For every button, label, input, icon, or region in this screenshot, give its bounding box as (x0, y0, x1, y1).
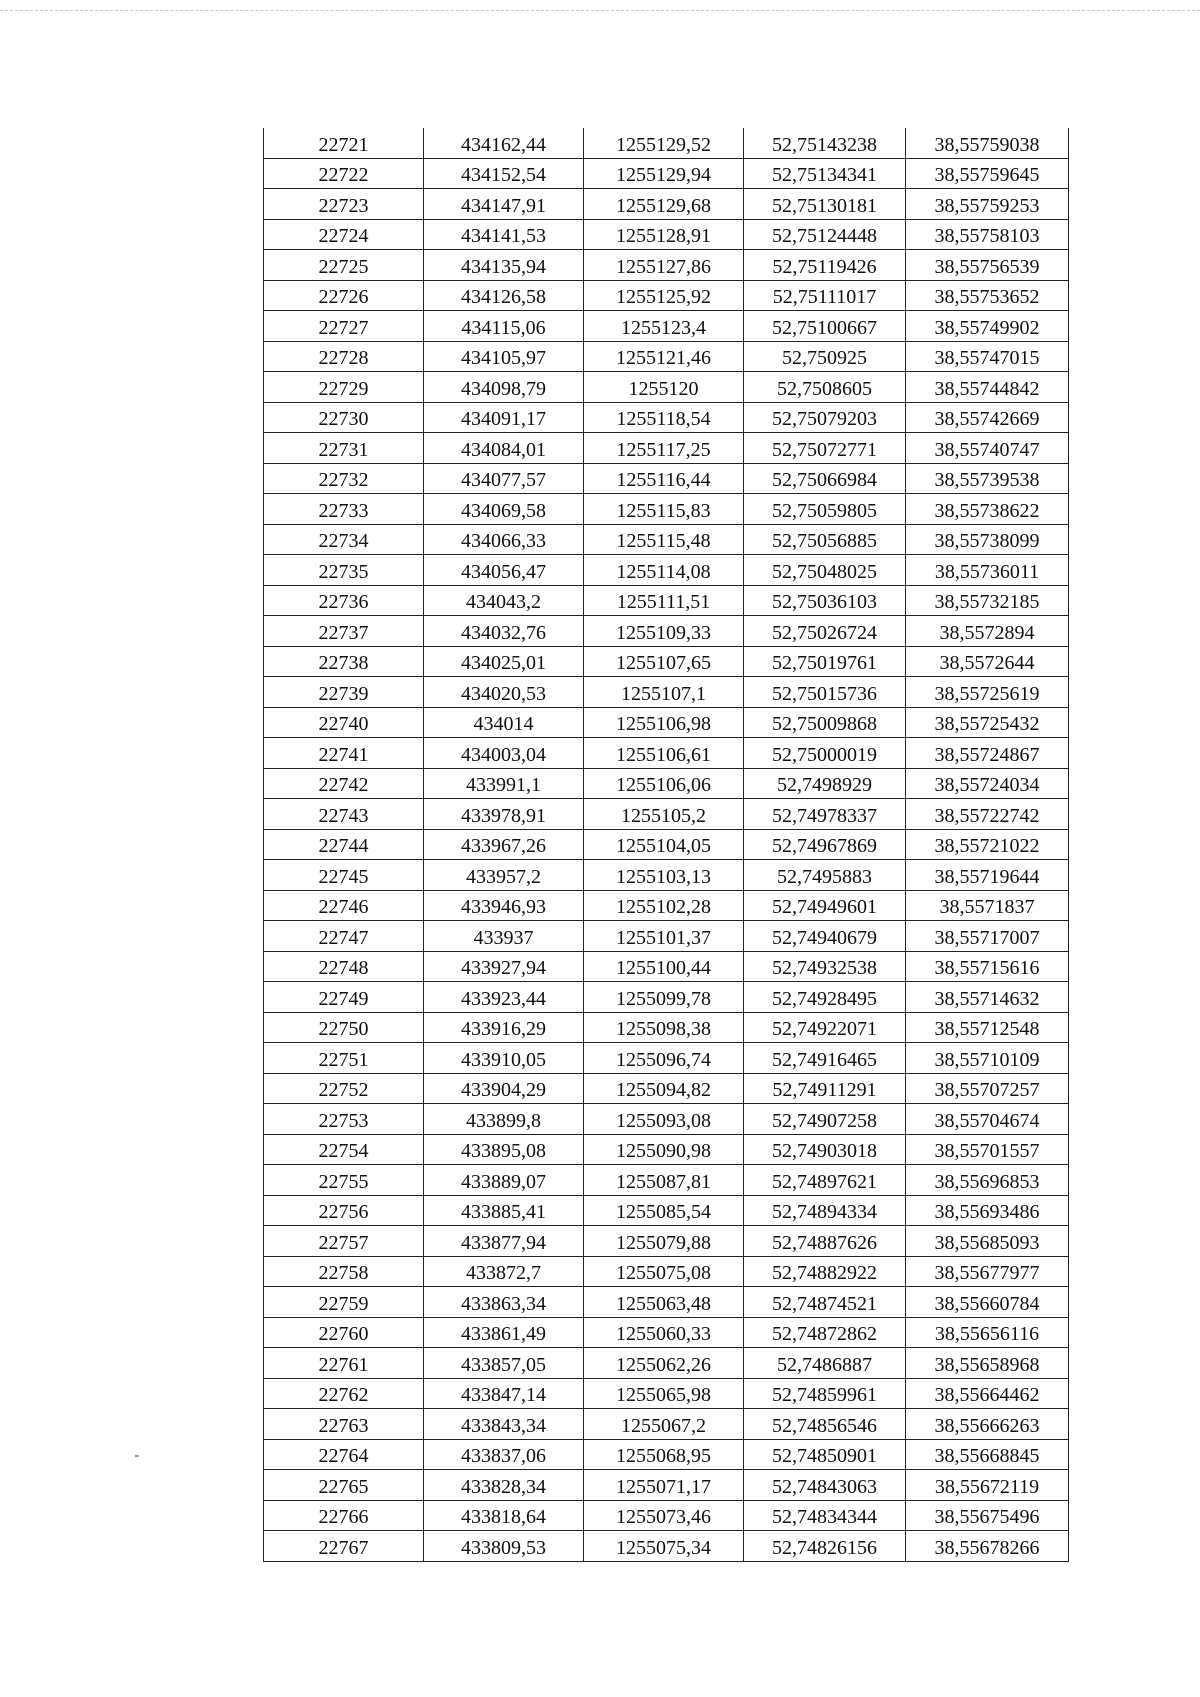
y-coordinate-cell: 1255129,94 (584, 158, 744, 189)
latitude-cell: 52,74932538 (744, 951, 906, 982)
latitude-cell: 52,75066984 (744, 463, 906, 494)
point-number-cell: 22725 (264, 250, 424, 281)
point-number-cell: 22749 (264, 982, 424, 1013)
latitude-cell: 52,74949601 (744, 890, 906, 921)
point-number-cell: 22741 (264, 738, 424, 769)
table-row (264, 1409, 1069, 1440)
latitude-cell: 52,750925 (744, 341, 906, 372)
y-coordinate-cell: 1255096,74 (584, 1043, 744, 1074)
coordinates-table-container (263, 128, 1068, 1562)
y-coordinate-cell: 1255101,37 (584, 921, 744, 952)
table-row (264, 677, 1069, 708)
longitude-cell: 38,55739538 (906, 463, 1069, 494)
table-row (264, 890, 1069, 921)
point-number-cell: 22747 (264, 921, 424, 952)
x-coordinate-cell: 433872,7 (424, 1256, 584, 1287)
x-coordinate-cell: 433899,8 (424, 1104, 584, 1135)
longitude-cell: 38,55724867 (906, 738, 1069, 769)
x-coordinate-cell: 434135,94 (424, 250, 584, 281)
point-number-cell: 22766 (264, 1500, 424, 1531)
latitude-cell: 52,75026724 (744, 616, 906, 647)
table-row (264, 616, 1069, 647)
longitude-cell: 38,55656116 (906, 1317, 1069, 1348)
longitude-cell: 38,55759645 (906, 158, 1069, 189)
x-coordinate-cell: 434147,91 (424, 189, 584, 220)
point-number-cell: 22757 (264, 1226, 424, 1257)
longitude-cell: 38,55714632 (906, 982, 1069, 1013)
longitude-cell: 38,5572894 (906, 616, 1069, 647)
latitude-cell: 52,7498929 (744, 768, 906, 799)
latitude-cell: 52,75143238 (744, 128, 906, 158)
y-coordinate-cell: 1255123,4 (584, 311, 744, 342)
latitude-cell: 52,74916465 (744, 1043, 906, 1074)
longitude-cell: 38,55707257 (906, 1073, 1069, 1104)
table-row (264, 555, 1069, 586)
latitude-cell: 52,74872862 (744, 1317, 906, 1348)
y-coordinate-cell: 1255116,44 (584, 463, 744, 494)
point-number-cell: 22738 (264, 646, 424, 677)
longitude-cell: 38,55756539 (906, 250, 1069, 281)
latitude-cell: 52,74894334 (744, 1195, 906, 1226)
latitude-cell: 52,75124448 (744, 219, 906, 250)
latitude-cell: 52,74907258 (744, 1104, 906, 1135)
x-coordinate-cell: 434077,57 (424, 463, 584, 494)
y-coordinate-cell: 1255120 (584, 372, 744, 403)
y-coordinate-cell: 1255121,46 (584, 341, 744, 372)
latitude-cell: 52,7495883 (744, 860, 906, 891)
x-coordinate-cell: 434162,44 (424, 128, 584, 158)
x-coordinate-cell: 433967,26 (424, 829, 584, 860)
longitude-cell: 38,55710109 (906, 1043, 1069, 1074)
point-number-cell: 22730 (264, 402, 424, 433)
table-row (264, 1104, 1069, 1135)
longitude-cell: 38,55666263 (906, 1409, 1069, 1440)
longitude-cell: 38,55725432 (906, 707, 1069, 738)
x-coordinate-cell: 433863,34 (424, 1287, 584, 1318)
point-number-cell: 22753 (264, 1104, 424, 1135)
table-row (264, 372, 1069, 403)
y-coordinate-cell: 1255062,26 (584, 1348, 744, 1379)
latitude-cell: 52,74874521 (744, 1287, 906, 1318)
longitude-cell: 38,55677977 (906, 1256, 1069, 1287)
latitude-cell: 52,74850901 (744, 1439, 906, 1470)
x-coordinate-cell: 433937 (424, 921, 584, 952)
y-coordinate-cell: 1255107,1 (584, 677, 744, 708)
x-coordinate-cell: 434032,76 (424, 616, 584, 647)
latitude-cell: 52,75134341 (744, 158, 906, 189)
latitude-cell: 52,7508605 (744, 372, 906, 403)
latitude-cell: 52,74826156 (744, 1531, 906, 1562)
longitude-cell: 38,55704674 (906, 1104, 1069, 1135)
table-row (264, 1012, 1069, 1043)
x-coordinate-cell: 433991,1 (424, 768, 584, 799)
table-row (264, 799, 1069, 830)
y-coordinate-cell: 1255125,92 (584, 280, 744, 311)
table-row (264, 280, 1069, 311)
table-row (264, 1348, 1069, 1379)
longitude-cell: 38,55678266 (906, 1531, 1069, 1562)
table-row (264, 768, 1069, 799)
x-coordinate-cell: 434126,58 (424, 280, 584, 311)
longitude-cell: 38,55719644 (906, 860, 1069, 891)
x-coordinate-cell: 434091,17 (424, 402, 584, 433)
longitude-cell: 38,55742669 (906, 402, 1069, 433)
point-number-cell: 22767 (264, 1531, 424, 1562)
longitude-cell: 38,5572644 (906, 646, 1069, 677)
y-coordinate-cell: 1255065,98 (584, 1378, 744, 1409)
point-number-cell: 22764 (264, 1439, 424, 1470)
point-number-cell: 22733 (264, 494, 424, 525)
x-coordinate-cell: 433877,94 (424, 1226, 584, 1257)
longitude-cell: 38,55664462 (906, 1378, 1069, 1409)
longitude-cell: 38,55744842 (906, 372, 1069, 403)
longitude-cell: 38,55749902 (906, 311, 1069, 342)
y-coordinate-cell: 1255071,17 (584, 1470, 744, 1501)
y-coordinate-cell: 1255106,61 (584, 738, 744, 769)
longitude-cell: 38,55668845 (906, 1439, 1069, 1470)
longitude-cell: 38,55747015 (906, 341, 1069, 372)
point-number-cell: 22746 (264, 890, 424, 921)
y-coordinate-cell: 1255106,98 (584, 707, 744, 738)
point-number-cell: 22726 (264, 280, 424, 311)
table-row (264, 128, 1069, 158)
latitude-cell: 52,75036103 (744, 585, 906, 616)
x-coordinate-cell: 433857,05 (424, 1348, 584, 1379)
point-number-cell: 22728 (264, 341, 424, 372)
longitude-cell: 38,55675496 (906, 1500, 1069, 1531)
y-coordinate-cell: 1255100,44 (584, 951, 744, 982)
table-row (264, 738, 1069, 769)
y-coordinate-cell: 1255115,48 (584, 524, 744, 555)
coordinates-table (263, 128, 1069, 1562)
point-number-cell: 22745 (264, 860, 424, 891)
longitude-cell: 38,55740747 (906, 433, 1069, 464)
longitude-cell: 38,55717007 (906, 921, 1069, 952)
x-coordinate-cell: 434056,47 (424, 555, 584, 586)
y-coordinate-cell: 1255114,08 (584, 555, 744, 586)
table-row (264, 1043, 1069, 1074)
table-row (264, 1470, 1069, 1501)
longitude-cell: 38,55725619 (906, 677, 1069, 708)
x-coordinate-cell: 434115,06 (424, 311, 584, 342)
point-number-cell: 22734 (264, 524, 424, 555)
table-row (264, 1531, 1069, 1562)
latitude-cell: 52,75000019 (744, 738, 906, 769)
latitude-cell: 52,74834344 (744, 1500, 906, 1531)
x-coordinate-cell: 434025,01 (424, 646, 584, 677)
scan-edge-line (0, 10, 1200, 11)
table-row (264, 1195, 1069, 1226)
x-coordinate-cell: 433916,29 (424, 1012, 584, 1043)
y-coordinate-cell: 1255068,95 (584, 1439, 744, 1470)
x-coordinate-cell: 433828,34 (424, 1470, 584, 1501)
table-row (264, 433, 1069, 464)
longitude-cell: 38,55701557 (906, 1134, 1069, 1165)
y-coordinate-cell: 1255106,06 (584, 768, 744, 799)
latitude-cell: 52,74940679 (744, 921, 906, 952)
point-number-cell: 22727 (264, 311, 424, 342)
x-coordinate-cell: 434152,54 (424, 158, 584, 189)
x-coordinate-cell: 433861,49 (424, 1317, 584, 1348)
table-row (264, 341, 1069, 372)
y-coordinate-cell: 1255073,46 (584, 1500, 744, 1531)
latitude-cell: 52,74903018 (744, 1134, 906, 1165)
y-coordinate-cell: 1255094,82 (584, 1073, 744, 1104)
x-coordinate-cell: 434043,2 (424, 585, 584, 616)
point-number-cell: 22732 (264, 463, 424, 494)
longitude-cell: 38,55658968 (906, 1348, 1069, 1379)
point-number-cell: 22736 (264, 585, 424, 616)
latitude-cell: 52,74911291 (744, 1073, 906, 1104)
latitude-cell: 52,75100667 (744, 311, 906, 342)
table-row (264, 189, 1069, 220)
point-number-cell: 22751 (264, 1043, 424, 1074)
point-number-cell: 22748 (264, 951, 424, 982)
latitude-cell: 52,74856546 (744, 1409, 906, 1440)
latitude-cell: 52,74897621 (744, 1165, 906, 1196)
table-row (264, 1287, 1069, 1318)
longitude-cell: 38,55696853 (906, 1165, 1069, 1196)
point-number-cell: 22744 (264, 829, 424, 860)
point-number-cell: 22742 (264, 768, 424, 799)
y-coordinate-cell: 1255060,33 (584, 1317, 744, 1348)
longitude-cell: 38,55724034 (906, 768, 1069, 799)
latitude-cell: 52,75015736 (744, 677, 906, 708)
x-coordinate-cell: 433843,34 (424, 1409, 584, 1440)
latitude-cell: 52,75056885 (744, 524, 906, 555)
point-number-cell: 22765 (264, 1470, 424, 1501)
point-number-cell: 22729 (264, 372, 424, 403)
x-coordinate-cell: 433904,29 (424, 1073, 584, 1104)
y-coordinate-cell: 1255063,48 (584, 1287, 744, 1318)
y-coordinate-cell: 1255118,54 (584, 402, 744, 433)
longitude-cell: 38,55759253 (906, 189, 1069, 220)
point-number-cell: 22760 (264, 1317, 424, 1348)
y-coordinate-cell: 1255067,2 (584, 1409, 744, 1440)
longitude-cell: 38,55693486 (906, 1195, 1069, 1226)
longitude-cell: 38,55732185 (906, 585, 1069, 616)
point-number-cell: 22763 (264, 1409, 424, 1440)
y-coordinate-cell: 1255111,51 (584, 585, 744, 616)
x-coordinate-cell: 433818,64 (424, 1500, 584, 1531)
y-coordinate-cell: 1255109,33 (584, 616, 744, 647)
latitude-cell: 52,75119426 (744, 250, 906, 281)
table-row (264, 646, 1069, 677)
x-coordinate-cell: 434069,58 (424, 494, 584, 525)
y-coordinate-cell: 1255090,98 (584, 1134, 744, 1165)
y-coordinate-cell: 1255129,68 (584, 189, 744, 220)
table-row (264, 250, 1069, 281)
point-number-cell: 22722 (264, 158, 424, 189)
x-coordinate-cell: 434105,97 (424, 341, 584, 372)
latitude-cell: 52,74882922 (744, 1256, 906, 1287)
table-row (264, 494, 1069, 525)
longitude-cell: 38,55660784 (906, 1287, 1069, 1318)
point-number-cell: 22759 (264, 1287, 424, 1318)
table-row (264, 707, 1069, 738)
point-number-cell: 22740 (264, 707, 424, 738)
table-row (264, 158, 1069, 189)
stray-mark (135, 1455, 139, 1457)
latitude-cell: 52,74978337 (744, 799, 906, 830)
table-row (264, 1378, 1069, 1409)
x-coordinate-cell: 433923,44 (424, 982, 584, 1013)
y-coordinate-cell: 1255079,88 (584, 1226, 744, 1257)
latitude-cell: 52,74928495 (744, 982, 906, 1013)
point-number-cell: 22724 (264, 219, 424, 250)
point-number-cell: 22758 (264, 1256, 424, 1287)
table-row (264, 982, 1069, 1013)
table-row (264, 524, 1069, 555)
x-coordinate-cell: 434003,04 (424, 738, 584, 769)
y-coordinate-cell: 1255102,28 (584, 890, 744, 921)
point-number-cell: 22755 (264, 1165, 424, 1196)
longitude-cell: 38,55721022 (906, 829, 1069, 860)
table-row (264, 1165, 1069, 1196)
table-row (264, 921, 1069, 952)
y-coordinate-cell: 1255099,78 (584, 982, 744, 1013)
point-number-cell: 22723 (264, 189, 424, 220)
y-coordinate-cell: 1255087,81 (584, 1165, 744, 1196)
table-row (264, 311, 1069, 342)
point-number-cell: 22762 (264, 1378, 424, 1409)
coordinates-table-body (264, 128, 1069, 1561)
y-coordinate-cell: 1255075,08 (584, 1256, 744, 1287)
longitude-cell: 38,55736011 (906, 555, 1069, 586)
latitude-cell: 52,75072771 (744, 433, 906, 464)
latitude-cell: 52,75009868 (744, 707, 906, 738)
latitude-cell: 52,74922071 (744, 1012, 906, 1043)
y-coordinate-cell: 1255128,91 (584, 219, 744, 250)
table-row (264, 860, 1069, 891)
table-row (264, 1317, 1069, 1348)
point-number-cell: 22735 (264, 555, 424, 586)
x-coordinate-cell: 433910,05 (424, 1043, 584, 1074)
table-row (264, 585, 1069, 616)
table-row (264, 951, 1069, 982)
y-coordinate-cell: 1255103,13 (584, 860, 744, 891)
x-coordinate-cell: 434098,79 (424, 372, 584, 403)
x-coordinate-cell: 433927,94 (424, 951, 584, 982)
latitude-cell: 52,74843063 (744, 1470, 906, 1501)
table-row (264, 219, 1069, 250)
x-coordinate-cell: 434084,01 (424, 433, 584, 464)
longitude-cell: 38,55758103 (906, 219, 1069, 250)
x-coordinate-cell: 433847,14 (424, 1378, 584, 1409)
table-row (264, 1073, 1069, 1104)
y-coordinate-cell: 1255085,54 (584, 1195, 744, 1226)
x-coordinate-cell: 434020,53 (424, 677, 584, 708)
point-number-cell: 22737 (264, 616, 424, 647)
longitude-cell: 38,55722742 (906, 799, 1069, 830)
latitude-cell: 52,7486887 (744, 1348, 906, 1379)
y-coordinate-cell: 1255107,65 (584, 646, 744, 677)
point-number-cell: 22750 (264, 1012, 424, 1043)
y-coordinate-cell: 1255098,38 (584, 1012, 744, 1043)
x-coordinate-cell: 433895,08 (424, 1134, 584, 1165)
longitude-cell: 38,55753652 (906, 280, 1069, 311)
x-coordinate-cell: 434141,53 (424, 219, 584, 250)
latitude-cell: 52,75019761 (744, 646, 906, 677)
latitude-cell: 52,75111017 (744, 280, 906, 311)
x-coordinate-cell: 433946,93 (424, 890, 584, 921)
point-number-cell: 22754 (264, 1134, 424, 1165)
y-coordinate-cell: 1255115,83 (584, 494, 744, 525)
latitude-cell: 52,75130181 (744, 189, 906, 220)
point-number-cell: 22731 (264, 433, 424, 464)
x-coordinate-cell: 434014 (424, 707, 584, 738)
longitude-cell: 38,55712548 (906, 1012, 1069, 1043)
x-coordinate-cell: 434066,33 (424, 524, 584, 555)
x-coordinate-cell: 433957,2 (424, 860, 584, 891)
latitude-cell: 52,74887626 (744, 1226, 906, 1257)
longitude-cell: 38,55672119 (906, 1470, 1069, 1501)
x-coordinate-cell: 433885,41 (424, 1195, 584, 1226)
y-coordinate-cell: 1255104,05 (584, 829, 744, 860)
point-number-cell: 22743 (264, 799, 424, 830)
y-coordinate-cell: 1255127,86 (584, 250, 744, 281)
y-coordinate-cell: 1255093,08 (584, 1104, 744, 1135)
table-row (264, 1500, 1069, 1531)
longitude-cell: 38,55685093 (906, 1226, 1069, 1257)
point-number-cell: 22752 (264, 1073, 424, 1104)
point-number-cell: 22721 (264, 128, 424, 158)
table-row (264, 402, 1069, 433)
latitude-cell: 52,75079203 (744, 402, 906, 433)
table-row (264, 463, 1069, 494)
x-coordinate-cell: 433837,06 (424, 1439, 584, 1470)
longitude-cell: 38,5571837 (906, 890, 1069, 921)
x-coordinate-cell: 433889,07 (424, 1165, 584, 1196)
table-row (264, 1439, 1069, 1470)
point-number-cell: 22756 (264, 1195, 424, 1226)
latitude-cell: 52,75059805 (744, 494, 906, 525)
table-row (264, 829, 1069, 860)
longitude-cell: 38,55738099 (906, 524, 1069, 555)
longitude-cell: 38,55759038 (906, 128, 1069, 158)
table-row (264, 1134, 1069, 1165)
x-coordinate-cell: 433809,53 (424, 1531, 584, 1562)
longitude-cell: 38,55738622 (906, 494, 1069, 525)
y-coordinate-cell: 1255075,34 (584, 1531, 744, 1562)
table-row (264, 1226, 1069, 1257)
x-coordinate-cell: 433978,91 (424, 799, 584, 830)
latitude-cell: 52,75048025 (744, 555, 906, 586)
point-number-cell: 22761 (264, 1348, 424, 1379)
latitude-cell: 52,74967869 (744, 829, 906, 860)
table-row (264, 1256, 1069, 1287)
y-coordinate-cell: 1255117,25 (584, 433, 744, 464)
point-number-cell: 22739 (264, 677, 424, 708)
y-coordinate-cell: 1255105,2 (584, 799, 744, 830)
latitude-cell: 52,74859961 (744, 1378, 906, 1409)
y-coordinate-cell: 1255129,52 (584, 128, 744, 158)
longitude-cell: 38,55715616 (906, 951, 1069, 982)
